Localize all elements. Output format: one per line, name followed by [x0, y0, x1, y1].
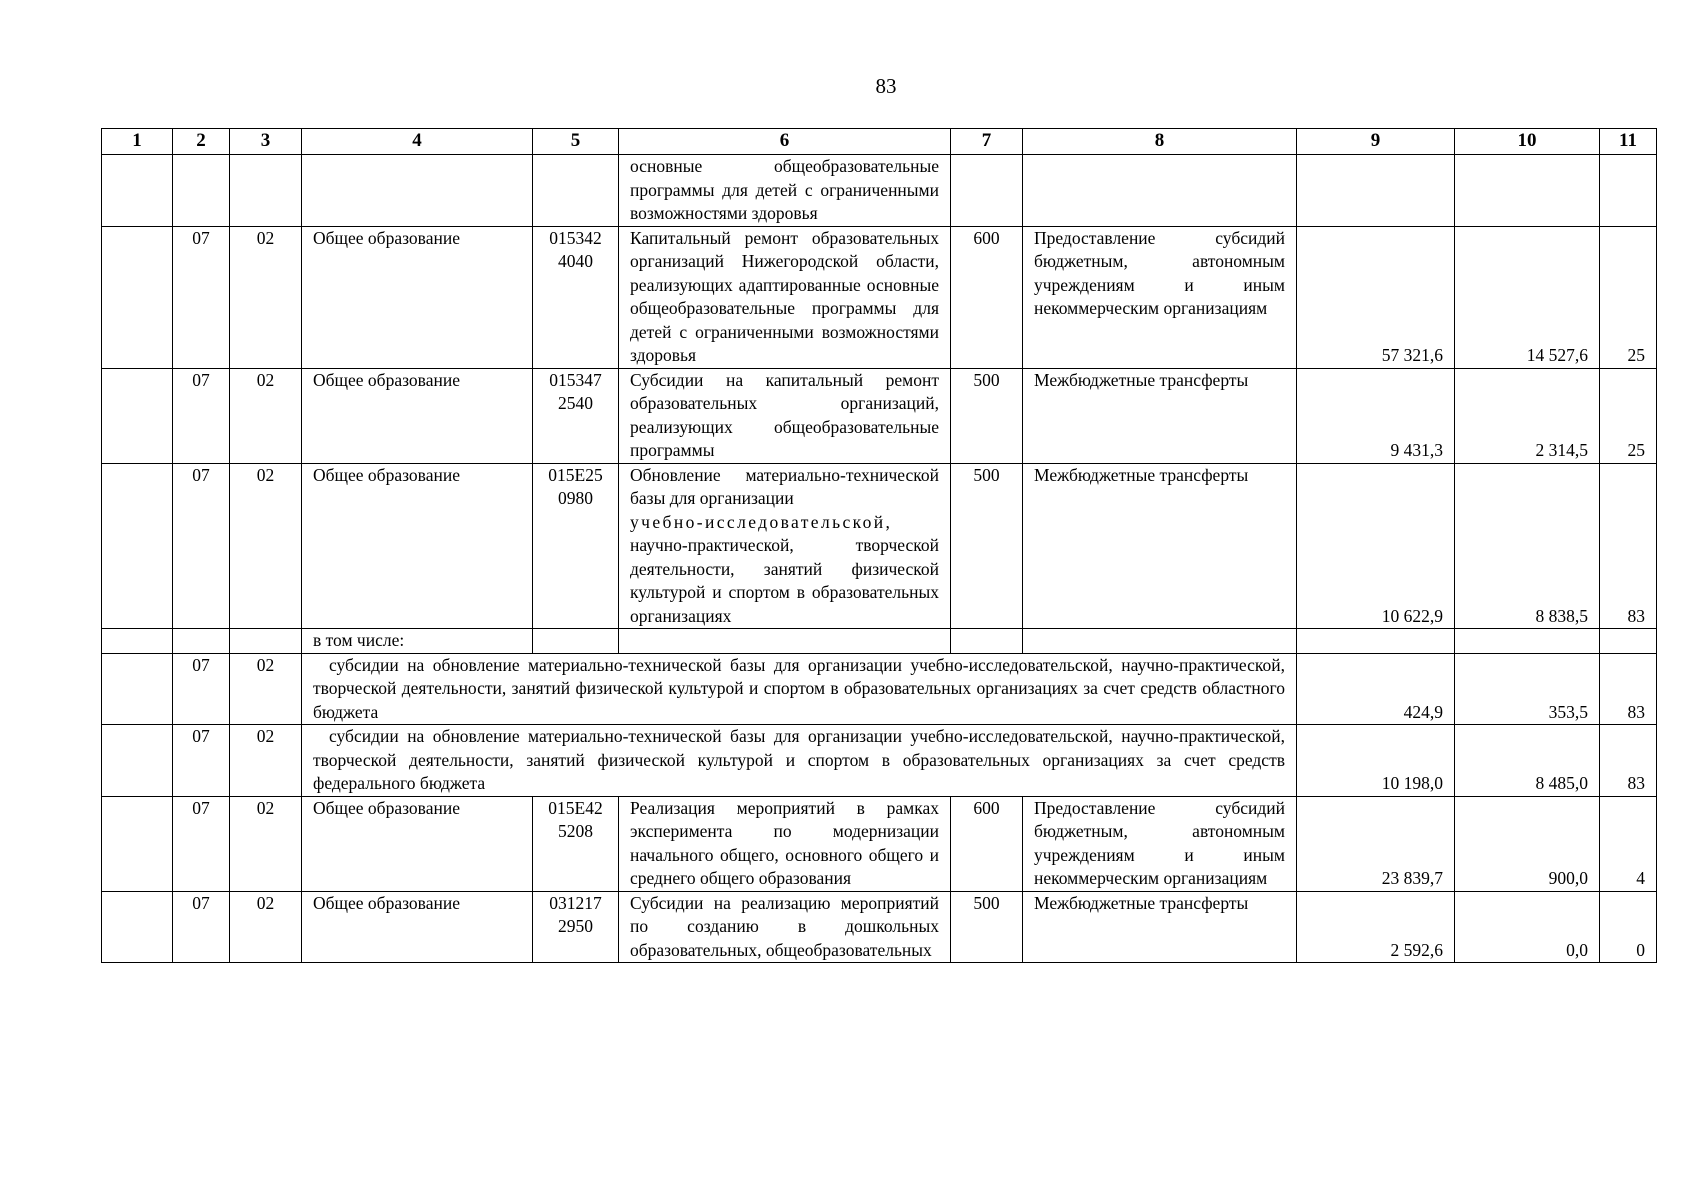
- column-header: 3: [230, 129, 302, 155]
- section-code: 07: [173, 891, 230, 963]
- amount-cell: 8 485,0: [1455, 725, 1600, 797]
- table-row: [102, 891, 1657, 963]
- amount-cell: 9 431,3: [1297, 368, 1455, 463]
- column-header: 2: [173, 129, 230, 155]
- subsection-code: 02: [230, 463, 302, 629]
- percent-cell: 4: [1600, 796, 1657, 891]
- column-header: 10: [1455, 129, 1600, 155]
- target-article-code: 015E42 5208: [533, 796, 619, 891]
- amount-cell: 353,5: [1455, 653, 1600, 725]
- merged-description-cell: субсидии на обновление материально-технической базы для организации учебно-исследовательской, научно-практической, творческой деятельности, занятий физической культурой и спортом в образовательных организациях за счет средств федерального бюджета: [302, 725, 1297, 797]
- expense-type-code: 500: [951, 463, 1023, 629]
- expense-type-name: Межбюджетные трансферты: [1023, 368, 1297, 463]
- section-name: Общее образование: [302, 226, 533, 368]
- column-header: 5: [533, 129, 619, 155]
- target-article-code: 015347 2540: [533, 368, 619, 463]
- expense-type-code: 500: [951, 891, 1023, 963]
- amount-cell: 23 839,7: [1297, 796, 1455, 891]
- target-article-code: 015342 4040: [533, 226, 619, 368]
- subsection-code: 02: [230, 226, 302, 368]
- section-code: 07: [173, 226, 230, 368]
- target-article-code: 031217 2950: [533, 891, 619, 963]
- amount-cell: 10 198,0: [1297, 725, 1455, 797]
- percent-cell: 83: [1600, 653, 1657, 725]
- description-cell: Обновление материально-технической базы для организации учебно-исследовательской, научно-практической, творческой деятельности, занятий физической культурой и спортом в образовательных организациях: [619, 463, 951, 629]
- subsection-code: 02: [230, 891, 302, 963]
- expense-type-name: Предоставление субсидий бюджетным, автономным учреждениям и иным некоммерческим организациям: [1023, 796, 1297, 891]
- table-row: [102, 463, 1657, 629]
- amount-cell: 57 321,6: [1297, 226, 1455, 368]
- merged-description-cell: субсидии на обновление материально-технической базы для организации учебно-исследовательской, научно-практической, творческой деятельности, занятий физической культурой и спортом в образовательных организациях за счет средств областного бюджета: [302, 653, 1297, 725]
- column-header: 7: [951, 129, 1023, 155]
- column-header: 8: [1023, 129, 1297, 155]
- table-row: [102, 725, 1657, 797]
- subsection-code: 02: [230, 368, 302, 463]
- amount-cell: 900,0: [1455, 796, 1600, 891]
- expense-type-code: 600: [951, 226, 1023, 368]
- section-code: 07: [173, 463, 230, 629]
- section-code: 07: [173, 368, 230, 463]
- column-header: 1: [102, 129, 173, 155]
- table-row: [102, 653, 1657, 725]
- section-name: Общее образование: [302, 796, 533, 891]
- percent-cell: 83: [1600, 463, 1657, 629]
- amount-cell: 2 314,5: [1455, 368, 1600, 463]
- section-name: Общее образование: [302, 891, 533, 963]
- in-total-label: в том числе:: [302, 629, 533, 654]
- column-header: 9: [1297, 129, 1455, 155]
- expense-type-code: 500: [951, 368, 1023, 463]
- description-cell: Субсидии на капитальный ремонт образовательных организаций, реализующих общеобразовательные программы: [619, 368, 951, 463]
- subsection-code: 02: [230, 796, 302, 891]
- table-row: [102, 155, 1657, 227]
- expense-type-name: Межбюджетные трансферты: [1023, 463, 1297, 629]
- budget-table: [101, 128, 1657, 963]
- percent-cell: 25: [1600, 226, 1657, 368]
- amount-cell: 10 622,9: [1297, 463, 1455, 629]
- percent-cell: 83: [1600, 725, 1657, 797]
- percent-cell: 25: [1600, 368, 1657, 463]
- table-row: [102, 226, 1657, 368]
- section-code: 07: [173, 725, 230, 797]
- column-header: 4: [302, 129, 533, 155]
- description-cell: основные общеобразовательные программы для детей с ограниченными возможностями здоровья: [619, 155, 951, 227]
- description-cell: Субсидии на реализацию мероприятий по созданию в дошкольных образовательных, общеобразовательных: [619, 891, 951, 963]
- subsection-code: 02: [230, 725, 302, 797]
- description-cell: Капитальный ремонт образовательных организаций Нижегородской области, реализующих адаптированные основные общеобразовательные программы для детей с ограниченными возможностями здоровья: [619, 226, 951, 368]
- amount-cell: 0,0: [1455, 891, 1600, 963]
- expense-type-code: 600: [951, 796, 1023, 891]
- table-row: [102, 796, 1657, 891]
- amount-cell: 8 838,5: [1455, 463, 1600, 629]
- percent-cell: 0: [1600, 891, 1657, 963]
- target-article-code: 015E25 0980: [533, 463, 619, 629]
- amount-cell: 14 527,6: [1455, 226, 1600, 368]
- section-code: 07: [173, 653, 230, 725]
- subsection-code: 02: [230, 653, 302, 725]
- expense-type-name: Межбюджетные трансферты: [1023, 891, 1297, 963]
- column-header: 11: [1600, 129, 1657, 155]
- column-header: 6: [619, 129, 951, 155]
- section-name: Общее образование: [302, 368, 533, 463]
- expense-type-name: Предоставление субсидий бюджетным, автономным учреждениям и иным некоммерческим организациям: [1023, 226, 1297, 368]
- amount-cell: 2 592,6: [1297, 891, 1455, 963]
- section-name: Общее образование: [302, 463, 533, 629]
- header-row: [102, 129, 1657, 155]
- page-number: 83: [875, 74, 897, 98]
- amount-cell: 424,9: [1297, 653, 1455, 725]
- section-code: 07: [173, 796, 230, 891]
- subtotal-label-row: [102, 629, 1657, 654]
- table-row: [102, 368, 1657, 463]
- description-cell: Реализация мероприятий в рамках эксперимента по модернизации начального общего, основного общего и среднего общего образования: [619, 796, 951, 891]
